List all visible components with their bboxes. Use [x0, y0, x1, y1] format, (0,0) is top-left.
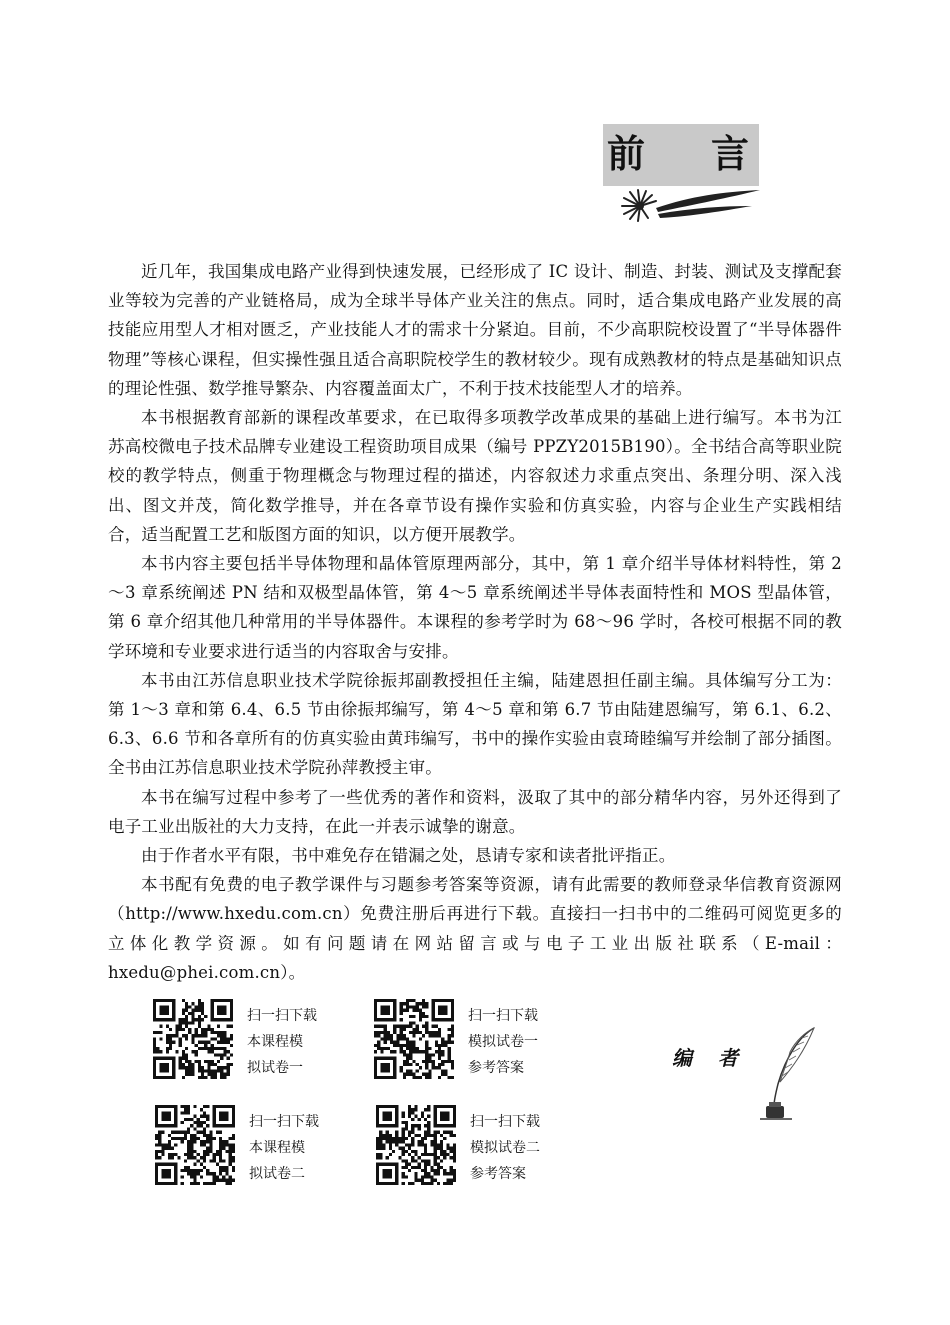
paragraph-7: 本书配有免费的电子教学课件与习题参考答案等资源，请有此需要的教师登录华信教育资源网（http://www.hxedu.com.cn）免费注册后再进行下载。直接扫一扫书中的二维码可阅览更多的立体化教学资源。如有问题请在网站留言或与电子工业出版社联系（E-mail：hxedu@phei.com.cn）。 — [108, 875, 842, 982]
qr-code-icon[interactable] — [376, 1105, 456, 1185]
paragraph-3: 本书内容主要包括半导体物理和晶体管原理两部分，其中，第 1 章介绍半导体材料特性，第 2～3 章系统阐述 PN 结和双极型晶体管，第 4～5 章系统阐述半导体表面特性和 MOS 型晶体管，第 6 章介绍其他几种常用的半导体器件。本课程的参考学时为 68～96 学时，各校可根据不同的教学环境和专业要求进行适当的内容取舍与安排。 — [108, 554, 842, 661]
qr-caption — [468, 1003, 538, 1081]
qr-caption-line: 扫一扫下载 — [247, 1008, 317, 1024]
qr-caption-line: 扫一扫下载 — [468, 1008, 538, 1024]
title-char-1: 前 — [607, 132, 646, 176]
quill-pen-icon — [752, 1026, 822, 1122]
qr-group-course-test-1[interactable] — [153, 999, 353, 1083]
qr-caption — [249, 1109, 319, 1187]
qr-code-icon[interactable] — [155, 1105, 235, 1185]
qr-caption-line: 扫一扫下载 — [470, 1114, 540, 1130]
qr-caption-line: 参考答案 — [468, 1060, 524, 1076]
paragraph-6: 由于作者水平有限，书中难免存在错漏之处，恳请专家和读者批评指正。 — [141, 846, 676, 866]
editor-signature: 编者 — [672, 1046, 764, 1070]
qr-caption — [247, 1003, 317, 1081]
title-banner — [603, 124, 759, 186]
qr-caption-line: 本课程模 — [249, 1140, 305, 1156]
qr-caption-line: 拟试卷二 — [249, 1166, 305, 1182]
qr-caption-line: 模拟试卷二 — [470, 1140, 540, 1156]
qr-caption-line: 模拟试卷一 — [468, 1034, 538, 1050]
preface-body — [108, 257, 842, 987]
qr-caption-line: 拟试卷一 — [247, 1060, 303, 1076]
qr-code-icon[interactable] — [374, 999, 454, 1079]
paragraph-4: 本书由江苏信息职业技术学院徐振邦副教授担任主编，陆建恩担任副主编。具体编写分工为：第 1～3 章和第 6.4、6.5 节由徐振邦编写，第 4～5 章和第 6.7 节由陆建恩编写，第 6.1、6.2、6.3、6.6 节和各章所有的仿真实验由黄玮编写，书中的操作实验由袁琦睦编写并绘制了部分插图。全书由江苏信息职业技术学院孙萍教授主审。 — [108, 670, 842, 778]
flower-ornament-icon — [612, 186, 762, 222]
paragraph-5: 本书在编写过程中参考了一些优秀的著作和资料，汲取了其中的部分精华内容，另外还得到了电子工业出版社的大力支持，在此一并表示诚挚的谢意。 — [108, 787, 842, 836]
title-char-2: 言 — [711, 132, 750, 176]
qr-code-icon[interactable] — [153, 999, 233, 1079]
qr-caption-line: 本课程模 — [247, 1034, 303, 1050]
paragraph-1: 近几年，我国集成电路产业得到快速发展，已经形成了 IC 设计、制造、封装、测试及支撑配套业等较为完善的产业链格局，成为全球半导体产业关注的焦点。同时，适合集成电路产业发展的高技能应用型人才相对匮乏，产业技能人才的需求十分紧迫。目前，不少高职院校设置了“半导体器件物理”等核心课程，但实操性强且适合高职院校学生的教材较少。现有成熟教材的特点是基础知识点的理论性强、数学推导繁杂、内容覆盖面太广，不利于技术技能型人才的培养。 — [108, 262, 842, 398]
qr-caption-line: 参考答案 — [470, 1166, 526, 1182]
qr-caption-line: 扫一扫下载 — [249, 1114, 319, 1130]
qr-group-test-1-answers[interactable] — [374, 999, 574, 1083]
qr-group-course-test-2[interactable] — [155, 1105, 355, 1189]
qr-caption — [470, 1109, 540, 1187]
paragraph-2: 本书根据教育部新的课程改革要求，在已取得多项教学改革成果的基础上进行编写。本书为江苏高校微电子技术品牌专业建设工程资助项目成果（编号 PPZY2015B190）。全书结合高等职业院校的教学特点，侧重于物理概念与物理过程的描述，内容叙述力求重点突出、条理分明、深入浅出、图文并茂，简化数学推导，并在各章节设有操作实验和仿真实验，内容与企业生产实践相结合，适当配置工艺和版图方面的知识，以方便开展教学。 — [108, 408, 842, 544]
qr-group-test-2-answers[interactable] — [376, 1105, 576, 1189]
